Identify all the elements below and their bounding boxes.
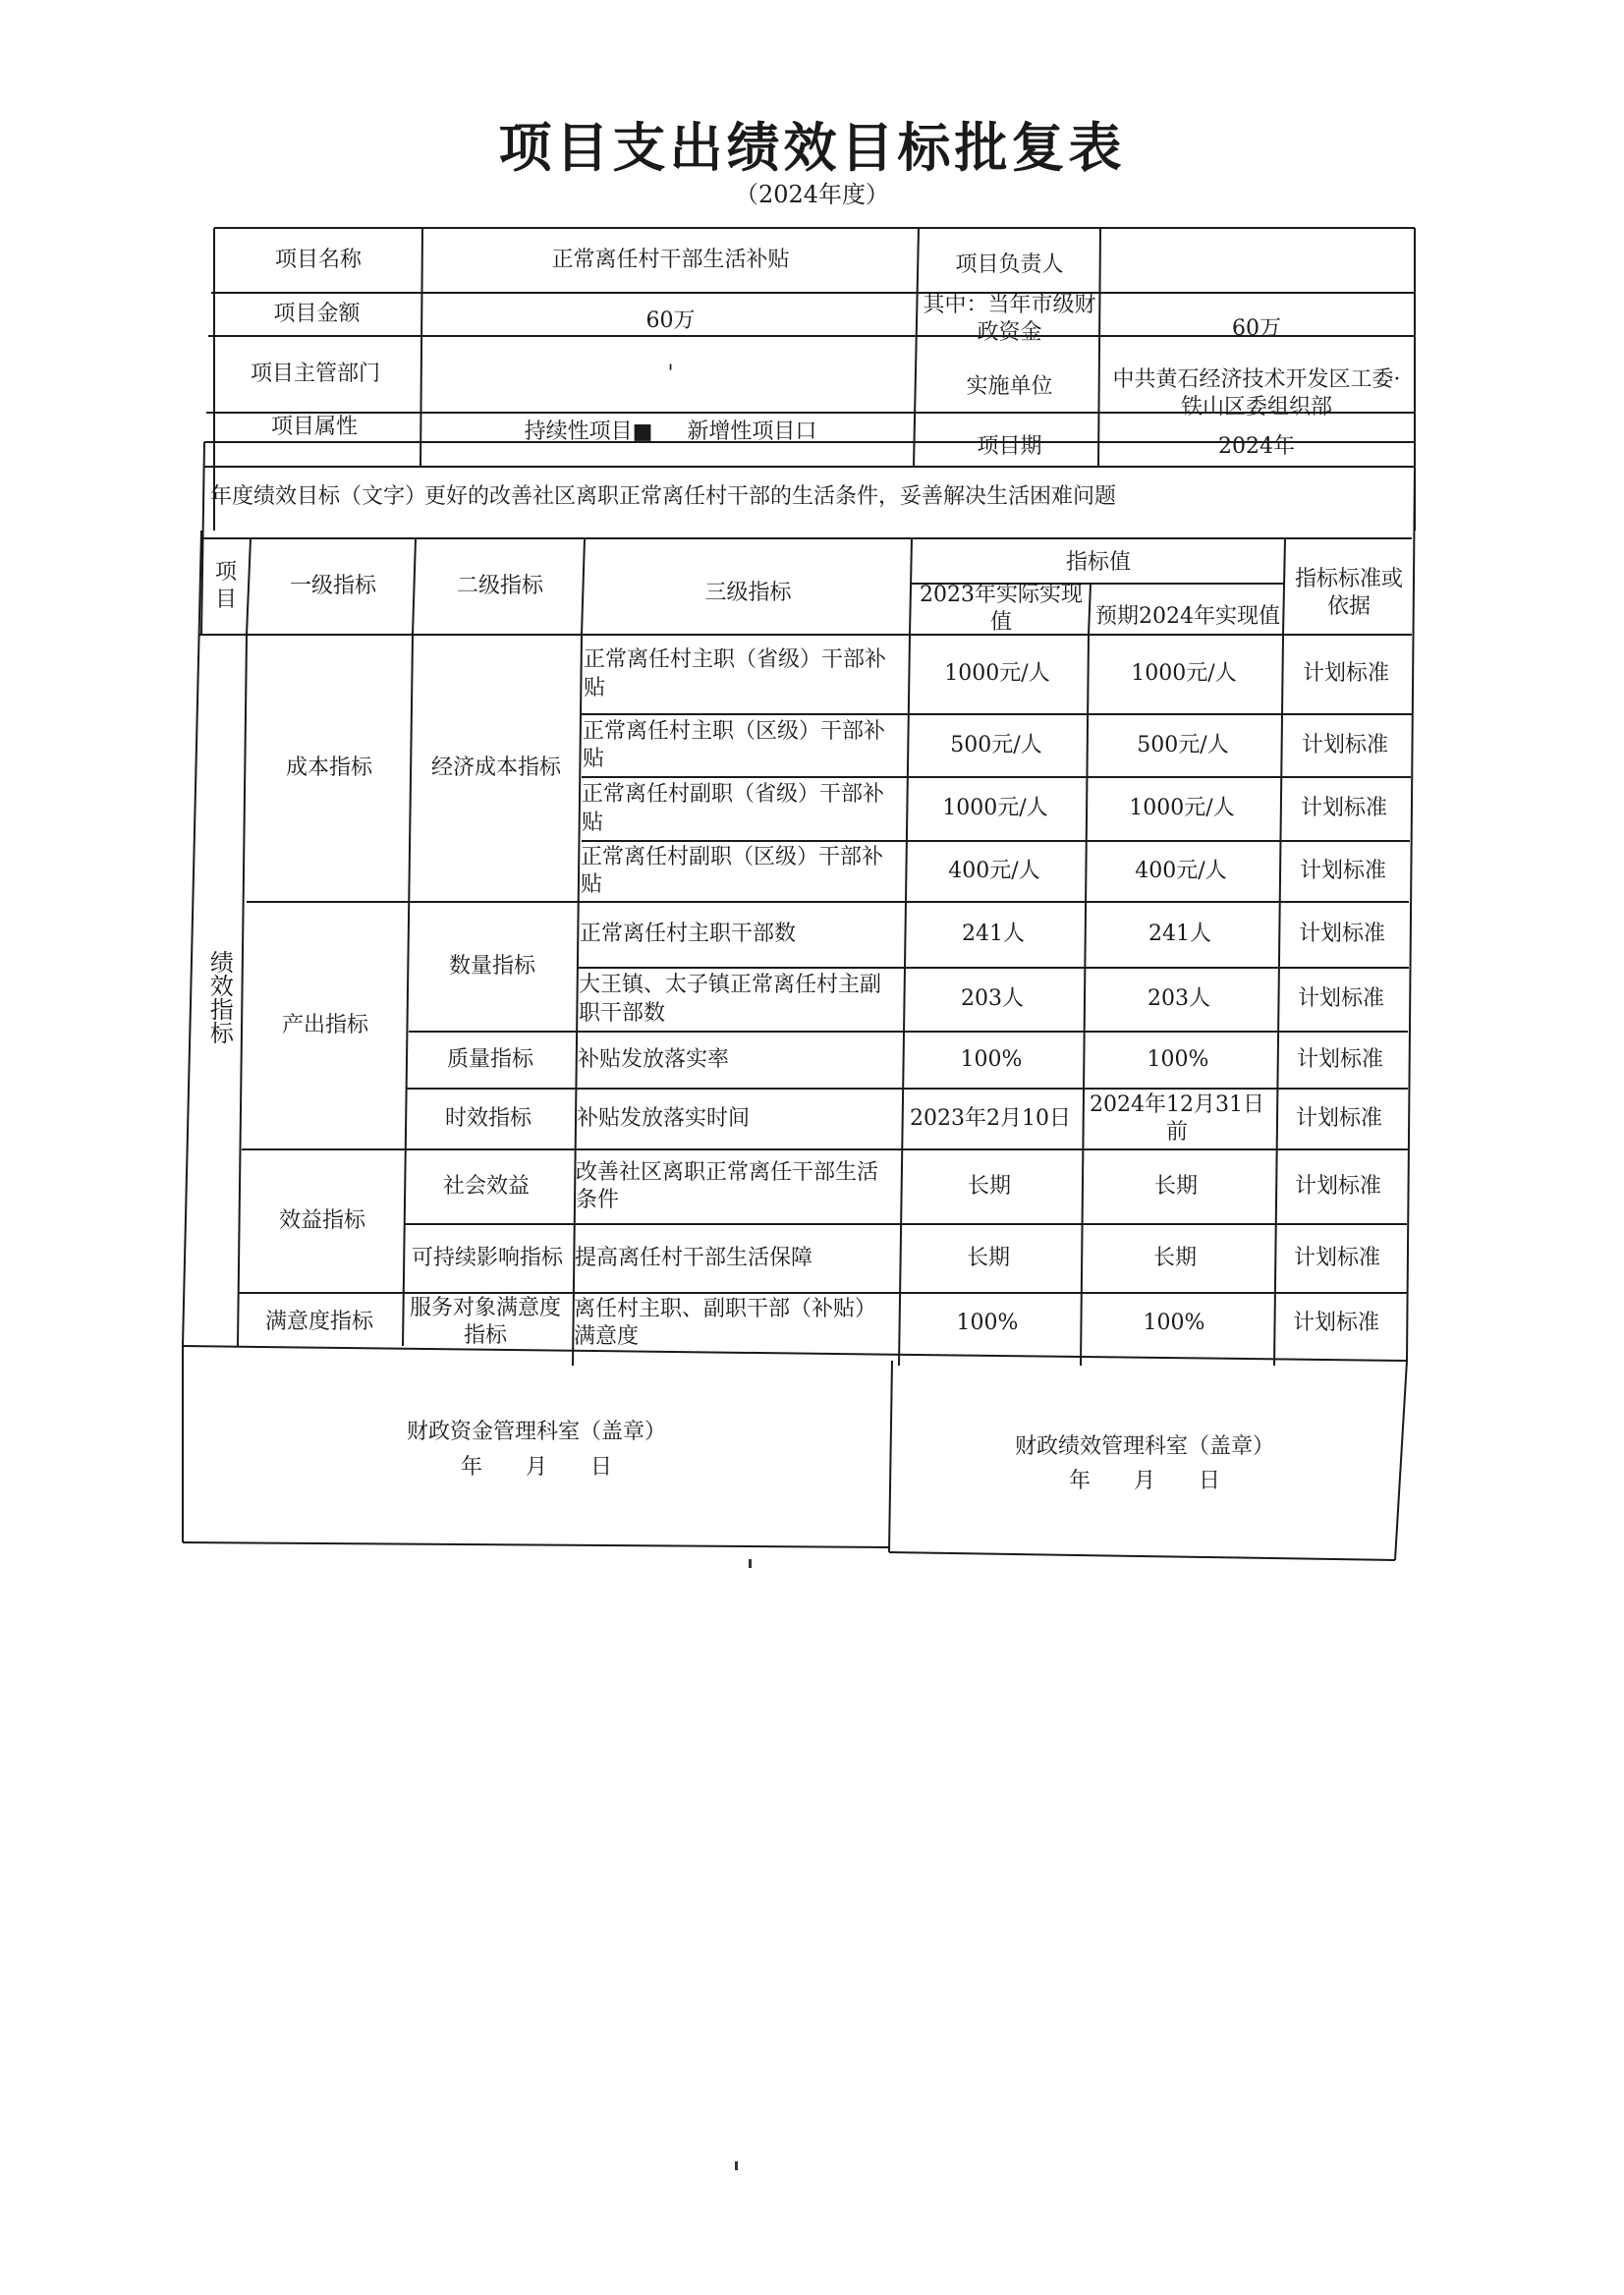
- standard-basis: 计划标准: [1301, 732, 1388, 757]
- document-subtitle: （2024年度）: [734, 181, 890, 208]
- amount-value: 60万: [645, 308, 696, 333]
- standard-basis: 计划标准: [1295, 1105, 1382, 1131]
- standard-basis: 计划标准: [1298, 922, 1385, 947]
- actual-value-2023: 长期: [967, 1173, 1011, 1199]
- period-value: 2024年: [1218, 433, 1295, 459]
- goal-value: 更好的改善社区离职正常离任村干部的生活条件，妥善解决生活困难问题: [424, 483, 1117, 509]
- city-fund-value: 60万: [1232, 315, 1281, 341]
- group-timeliness: 时效指标: [444, 1105, 532, 1131]
- actual-value-2023: 241人: [962, 922, 1025, 947]
- header-item: 项目: [214, 559, 237, 612]
- level3-indicator: 正常离任村副职（省级）干部补贴: [582, 782, 885, 835]
- level3-indicator: 补贴发放落实时间: [577, 1105, 751, 1131]
- level3-indicator: 正常离任村主职干部数: [580, 922, 797, 947]
- document-title: 项目支出绩效目标批复表: [498, 116, 1126, 179]
- group-service-sat: 服务对象满意度指标: [409, 1295, 561, 1348]
- level3-indicator: 正常离任村副职（区级）干部补贴: [581, 844, 884, 897]
- standard-basis: 计划标准: [1294, 1173, 1381, 1199]
- footer-left-office: 财政资金管理科室（盖章）: [406, 1419, 666, 1444]
- scan-mark: [749, 1559, 752, 1568]
- attr-value: 持续性项目■ 新增性项目口: [524, 419, 817, 444]
- group-quantity: 数量指标: [448, 953, 535, 979]
- header-standard: 指标标准或依据: [1294, 566, 1403, 619]
- group-econ-cost: 经济成本指标: [430, 755, 561, 780]
- impl-unit-value: 中共黄石经济技术开发区工委·铁山区委组织部: [1112, 366, 1401, 420]
- group-satisfaction: 满意度指标: [264, 1309, 373, 1334]
- scan-mark: [735, 2161, 738, 2170]
- standard-basis: 计划标准: [1302, 661, 1389, 687]
- standard-basis: 计划标准: [1293, 1245, 1380, 1270]
- project-name-value: 正常离任村干部生活补贴: [551, 247, 790, 272]
- amount-label: 项目金额: [273, 301, 361, 326]
- standard-basis: 计划标准: [1292, 1310, 1379, 1335]
- footer-left-date: 年 月 日: [460, 1454, 612, 1480]
- header-value-group: 指标值: [1065, 549, 1131, 575]
- standard-basis: 计划标准: [1300, 796, 1387, 821]
- header-expected-2024: 预期2024年实现值: [1095, 603, 1280, 629]
- level3-indicator: 补贴发放落实率: [578, 1046, 730, 1072]
- footer-right-office: 财政绩效管理科室（盖章）: [1014, 1433, 1274, 1459]
- expected-value-2024: 长期: [1152, 1245, 1197, 1270]
- expected-value-2024: 100%: [1147, 1046, 1209, 1072]
- level3-indicator: 改善社区离职正常离任干部生活条件: [576, 1159, 879, 1212]
- perf-indicator-label: 绩效指标: [205, 950, 234, 1044]
- dept-label: 项目主管部门: [250, 361, 380, 386]
- expected-value-2024: 400元/人: [1135, 858, 1227, 883]
- attr-label: 项目属性: [270, 414, 358, 439]
- city-fund-label: 其中：当年市级财政资金: [923, 292, 1096, 345]
- project-name-label: 项目名称: [274, 247, 362, 272]
- header-level1: 一级指标: [289, 573, 376, 598]
- group-social: 社会效益: [442, 1173, 530, 1199]
- actual-value-2023: 100%: [960, 1046, 1023, 1072]
- goal-label: 年度绩效目标（文字）: [210, 483, 427, 509]
- dept-value: ': [667, 361, 674, 386]
- level3-indicator: 提高离任村干部生活保障: [575, 1245, 813, 1270]
- actual-value-2023: 长期: [966, 1245, 1010, 1270]
- actual-value-2023: 100%: [956, 1310, 1019, 1335]
- standard-basis: 计划标准: [1299, 858, 1386, 883]
- actual-value-2023: 203人: [961, 986, 1024, 1012]
- actual-value-2023: 1000元/人: [944, 661, 1050, 687]
- leader-value: [1100, 238, 1413, 293]
- expected-value-2024: 1000元/人: [1129, 796, 1235, 821]
- level3-indicator: 离任村主职、副职干部（补贴）满意度: [574, 1296, 877, 1349]
- group-benefit: 效益指标: [278, 1207, 365, 1233]
- expected-value-2024: 100%: [1143, 1310, 1205, 1335]
- standard-basis: 计划标准: [1296, 1046, 1383, 1072]
- expected-value-2024: 长期: [1153, 1173, 1198, 1199]
- impl-unit-label: 实施单位: [966, 373, 1053, 399]
- header-level3: 三级指标: [704, 580, 792, 605]
- standard-basis: 计划标准: [1297, 986, 1384, 1012]
- group-quality: 质量指标: [446, 1046, 533, 1072]
- level3-indicator: 大王镇、太子镇正常离任村主副职干部数: [579, 973, 882, 1026]
- group-cost: 成本指标: [285, 755, 372, 780]
- group-output: 产出指标: [281, 1012, 368, 1037]
- expected-value-2024: 500元/人: [1137, 732, 1229, 757]
- footer-right-date: 年 月 日: [1068, 1468, 1220, 1493]
- expected-value-2024: 203人: [1148, 986, 1210, 1012]
- group-sustain: 可持续影响指标: [411, 1245, 563, 1270]
- actual-value-2023: 500元/人: [950, 732, 1042, 757]
- actual-value-2023: 400元/人: [948, 858, 1040, 883]
- level3-indicator: 正常离任村主职（区级）干部补贴: [583, 718, 886, 771]
- level3-indicator: 正常离任村主职（省级）干部补贴: [584, 647, 887, 700]
- actual-value-2023: 2023年2月10日: [910, 1105, 1071, 1131]
- leader-label: 项目负责人: [955, 252, 1064, 277]
- period-label: 项目期: [977, 433, 1042, 459]
- expected-value-2024: 2024年12月31日前: [1090, 1092, 1264, 1145]
- expected-value-2024: 241人: [1148, 922, 1211, 947]
- header-level2: 二级指标: [456, 573, 543, 598]
- header-actual-2023: 2023年实际实现值: [920, 582, 1083, 635]
- expected-value-2024: 1000元/人: [1131, 661, 1237, 687]
- actual-value-2023: 1000元/人: [942, 796, 1048, 821]
